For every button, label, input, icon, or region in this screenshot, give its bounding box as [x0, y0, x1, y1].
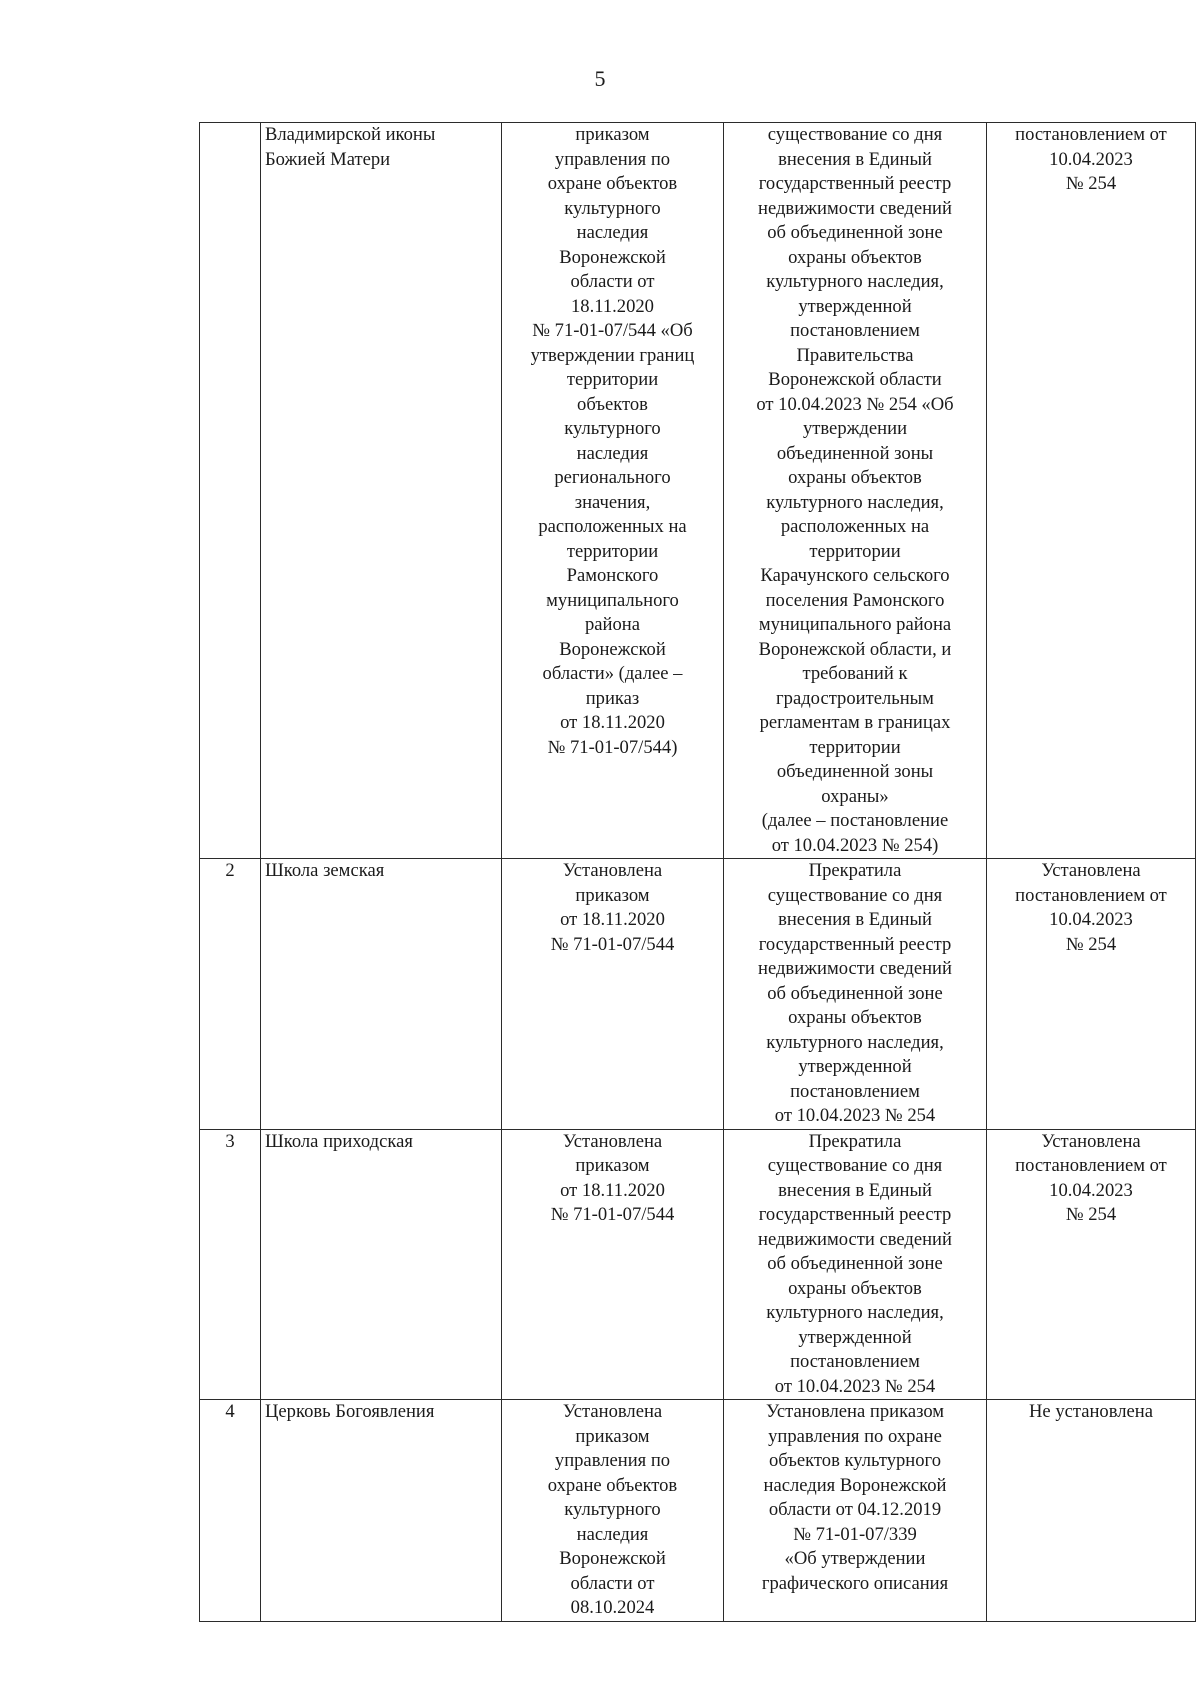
territory-boundary-cell: Установлена приказом управления по охране объектов культурного наследия Воронежской области от 08.10.2024	[502, 1400, 724, 1622]
page-number: 5	[594, 66, 606, 91]
table-row	[200, 123, 1196, 859]
new-zone-status-cell: постановлением от 10.04.2023 № 254	[987, 123, 1196, 859]
new-zone-status-cell: Не установлена	[987, 1400, 1196, 1622]
row-number-cell: 4	[200, 1400, 261, 1622]
protection-zone-status-cell: Прекратила существование со дня внесения в Единый государственный реестр недвижимости сведений об объединенной зоне охраны объектов культурного наследия, утвержденной постановлением от 10.04.2023 № 254	[724, 859, 987, 1130]
protection-zone-status-cell: Прекратила существование со дня внесения в Единый государственный реестр недвижимости сведений об объединенной зоне охраны объектов культурного наследия, утвержденной постановлением от 10.04.2023 № 254	[724, 1129, 987, 1400]
row-number-cell	[200, 123, 261, 859]
protection-zone-status-cell: Установлена приказом управления по охране объектов культурного наследия Воронежской области от 04.12.2019 № 71-01-07/339 «Об утверждении графического описания	[724, 1400, 987, 1622]
table-row	[200, 859, 1196, 1130]
row-number-cell: 2	[200, 859, 261, 1130]
object-name-cell: Церковь Богоявления	[261, 1400, 502, 1622]
new-zone-status-cell: Установлена постановлением от 10.04.2023 № 254	[987, 859, 1196, 1130]
object-name-cell: Школа приходская	[261, 1129, 502, 1400]
heritage-objects-table	[199, 122, 1196, 1622]
territory-boundary-cell: Установлена приказом от 18.11.2020 № 71-01-07/544	[502, 859, 724, 1130]
row-number-cell: 3	[200, 1129, 261, 1400]
table-row	[200, 1400, 1196, 1622]
territory-boundary-cell: Установлена приказом от 18.11.2020 № 71-01-07/544	[502, 1129, 724, 1400]
territory-boundary-cell: приказом управления по охране объектов культурного наследия Воронежской области от 18.11.2020 № 71-01-07/544 «Об утверждении границ территории объектов культурного наследия регионального значения, расположенных на территории Рамонского муниципального района Воронежской области» (далее – приказ от 18.11.2020 № 71-01-07/544)	[502, 123, 724, 859]
table-row	[200, 1129, 1196, 1400]
object-name-cell: Школа земская	[261, 859, 502, 1130]
object-name-cell: Владимирской иконы Божией Матери	[261, 123, 502, 859]
new-zone-status-cell: Установлена постановлением от 10.04.2023 № 254	[987, 1129, 1196, 1400]
protection-zone-status-cell: существование со дня внесения в Единый государственный реестр недвижимости сведений об объединенной зоне охраны объектов культурного наследия, утвержденной постановлением Правительства Воронежской области от 10.04.2023 № 254 «Об утверждении объединенной зоны охраны объектов культурного наследия, расположенных на территории Карачунского сельского поселения Рамонского муниципального района Воронежской области, и требований к градостроительным регламентам в границах территории объединенной зоны охраны» (далее – постановление от 10.04.2023 № 254)	[724, 123, 987, 859]
